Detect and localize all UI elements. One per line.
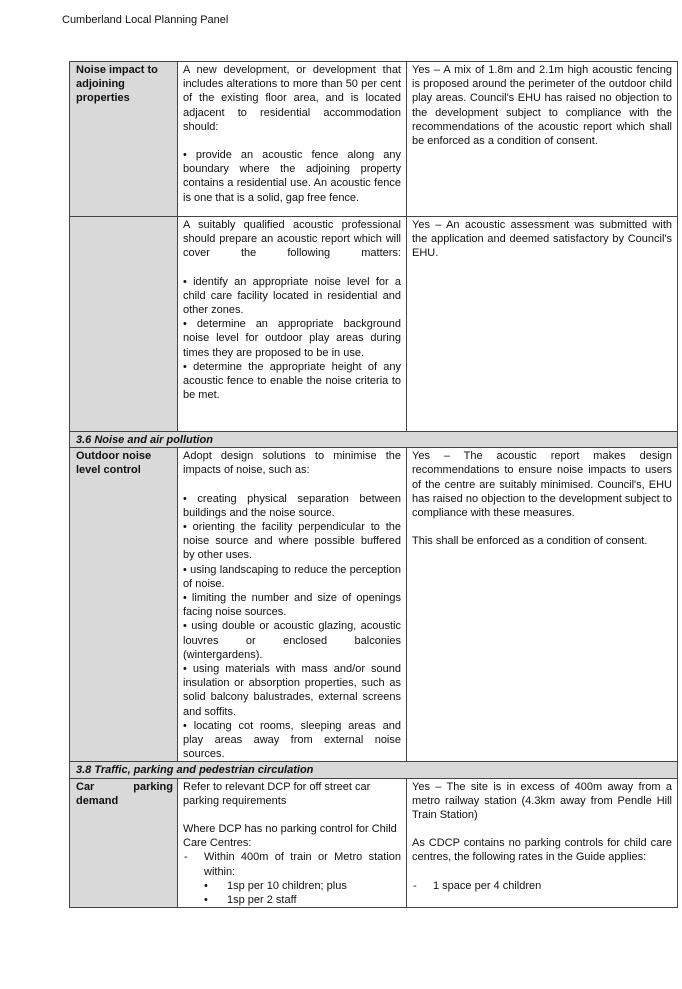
comment-text: Yes – The acoustic report makes design recommendations to ensure noise impacts to users of the centre are suitably minimised. Council's, EHU has raised no objection to the development subject to compliance with these measures.	[412, 450, 672, 520]
section-heading: 3.8 Traffic, parking and pedestrian circulation	[70, 762, 678, 778]
table-row	[70, 62, 678, 217]
list-item: • using landscaping to reduce the perception of noise.	[183, 563, 401, 590]
comment-cell	[407, 778, 678, 908]
list-item: • limiting the number and size of openings facing noise sources.	[183, 592, 401, 619]
table-row	[70, 448, 678, 762]
list-item: • 1sp per 10 children; plus	[204, 879, 347, 892]
list-item: • orienting the facility perpendicular to the noise source and where possible buffered by other uses.	[183, 521, 401, 562]
table-row	[70, 778, 678, 908]
list-item: • 1sp per 2 staff	[204, 894, 297, 907]
comment-text: Yes – A mix of 1.8m and 2.1m high acoustic fencing is proposed around the perimeter of the outdoor child play areas. Council's EHU has raised no objection to the development subject to compliance with the recommendations of the acoustic report which shall be enforced as a condition of consent.	[412, 64, 672, 148]
control-text: Adopt design solutions to minimise the impacts of noise, such as:	[183, 450, 401, 477]
bullet-marker: •	[204, 894, 208, 907]
row-label-outdoor-noise: Outdoor noise level control	[70, 448, 178, 762]
list-item: • identify an appropriate noise level for a child care facility located in residential and other zones.	[183, 275, 401, 317]
list-item: • using double or acoustic glazing, acoustic louvres or enclosed balconies (wintergardens).	[183, 620, 401, 661]
comment-text: Yes – An acoustic assessment was submitted with the application and deemed satisfactory by Council's EHU.	[412, 219, 672, 260]
list-item: - 1 space per 4 children	[413, 879, 542, 892]
comment-cell	[407, 62, 678, 217]
comment-text: As CDCP contains no parking controls for child care centres, the following rates in the Guide applies:	[412, 837, 672, 864]
dash-marker: -	[184, 851, 188, 864]
comment-cell	[407, 217, 678, 432]
list-item: • locating cot rooms, sleeping areas and play areas away from external noise sources.	[183, 719, 401, 761]
row-label-car-parking: Car parking demand	[70, 778, 178, 908]
section-row	[70, 762, 678, 778]
list-item: • determine an appropriate background noise level for outdoor play areas during times they are proposed to be in use.	[183, 318, 401, 359]
list-item: • determine the appropriate height of any acoustic fence to enable the noise criteria to be met.	[183, 360, 401, 402]
comment-text: This shall be enforced as a condition of consent.	[412, 535, 648, 548]
table-row	[70, 217, 678, 432]
dash-marker: -	[413, 879, 417, 892]
row-label-noise-adjoining: Noise impact to adjoining properties	[70, 62, 178, 217]
section-row	[70, 432, 678, 448]
page-header: Cumberland Local Planning Panel	[62, 14, 229, 26]
control-cell	[178, 448, 407, 762]
control-bullet: • provide an acoustic fence along any boundary where the adjoining property contains a residential use. An acoustic fence is one that is a solid, gap free fence.	[183, 149, 401, 204]
list-item: - Within 400m of train or Metro station within:	[184, 851, 401, 878]
list-item: • using materials with mass and/or sound insulation or absorption properties, such as solid balcony balustrades, external screens and soffits.	[183, 663, 401, 718]
control-text: Where DCP has no parking control for Child Care Centres:	[183, 823, 397, 850]
control-cell	[178, 62, 407, 217]
control-text: Refer to relevant DCP for off street car parking requirements	[183, 780, 371, 807]
control-cell	[178, 217, 407, 432]
list-item: • creating physical separation between buildings and the noise source.	[183, 492, 401, 519]
comment-text: Yes – The site is in excess of 400m away from a metro railway station (4.3km away from Pendle Hill Train Station)	[412, 780, 672, 822]
control-cell	[178, 778, 407, 908]
bullet-marker: •	[204, 879, 208, 892]
control-text: A suitably qualified acoustic professional should prepare an acoustic report which will cover the following matters:	[183, 219, 401, 260]
control-text: A new development, or development that includes alterations to more than 50 per cent of the existing floor area, and is located adjacent to residential accommodation should:	[183, 64, 401, 133]
section-heading: 3.6 Noise and air pollution	[70, 432, 678, 448]
compliance-table	[69, 61, 678, 908]
comment-cell	[407, 448, 678, 762]
